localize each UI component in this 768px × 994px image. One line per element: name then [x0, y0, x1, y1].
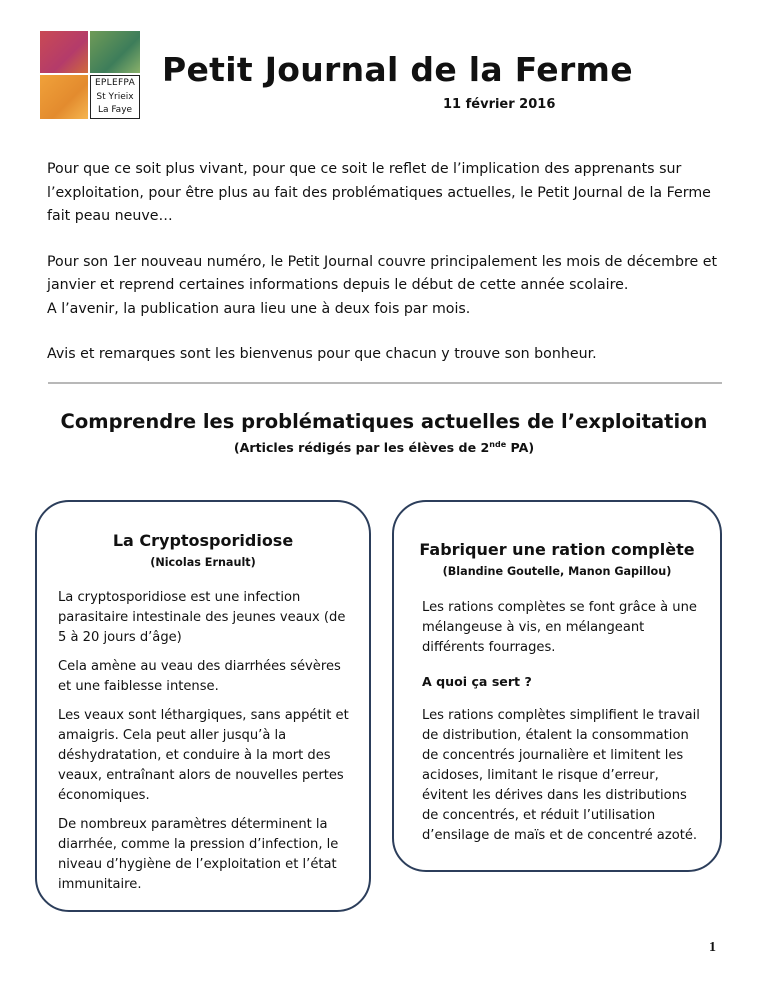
divider — [48, 382, 722, 384]
article-cryptosporidiose — [35, 500, 371, 912]
intro-paragraph-1: Pour que ce soit plus vivant, pour que ce soit le reflet de l’implication des apprenants sur l’exploitation, pour être plus au fait des problématiques actuelles, le Petit Journal de la Ferme fait peau neuve… — [47, 161, 711, 224]
section-subtitle-end: PA) — [506, 440, 535, 456]
school-logo — [40, 31, 140, 119]
article-paragraph: Les veaux sont léthargiques, sans appétit et amaigris. Cela peut aller jusqu’à la déshydratation, et conduire à la mort des veaux, entraînant alors de nouvelles pertes économiques. — [58, 708, 349, 803]
article-author: (Nicolas Ernault) — [150, 556, 256, 569]
article-body — [422, 598, 702, 855]
logo-tree-red — [40, 31, 88, 73]
intro-text — [47, 158, 727, 389]
section-subtitle — [0, 440, 768, 455]
article-paragraph: Les rations complètes simplifient le travail de distribution, étalent la consommation de concentrés journalière et limitent les acidoses, limitant le risque d’erreur, évitent les dérives dans les distributions de concentrés, et réduit l’utilisation d’ensilage de maïs et de concentré azoté. — [422, 708, 700, 843]
article-paragraph: De nombreux paramètres déterminent la diarrhée, comme la pression d’infection, le niveau d’hygiène de l’exploitation et l’état immunitaire. — [58, 817, 339, 892]
page-number: 1 — [709, 940, 716, 955]
logo-line-2: St Yrieix — [96, 92, 134, 102]
article-paragraph: La cryptosporidiose est une infection parasitaire intestinale des jeunes veaux (de 5 à 20 jours d’âge) — [58, 590, 346, 645]
page-title: Petit Journal de la Ferme — [162, 50, 633, 89]
issue-date: 11 février 2016 — [443, 97, 556, 112]
logo-line-3: La Faye — [97, 105, 133, 115]
section-title: Comprendre les problématiques actuelles de l’exploitation — [60, 410, 708, 433]
intro-paragraph-3: Avis et remarques sont les bienvenus pour que chacun y trouve son bonheur. — [47, 346, 597, 362]
logo-tree-green — [90, 31, 140, 73]
article-body — [58, 588, 354, 904]
intro-paragraph-2: Pour son 1er nouveau numéro, le Petit Journal couvre principalement les mois de décembre et janvier et reprend certaines informations depuis le début de cette année scolaire. A l’avenir, la publication aura lieu une à deux fois par mois. — [47, 253, 718, 317]
logo-tree-orange — [40, 75, 88, 119]
section-subtitle-sup: nde — [489, 440, 507, 449]
article-title: La Cryptosporidiose — [112, 531, 294, 550]
article-ration-complete — [392, 500, 722, 872]
section-subtitle-start: (Articles rédigés par les élèves de 2 — [233, 440, 490, 456]
article-subheading: A quoi ça sert ? — [422, 674, 532, 689]
article-paragraph: Cela amène au veau des diarrhées sévères et une faiblesse intense. — [58, 659, 341, 694]
article-paragraph: Les rations complètes se font grâce à une mélangeuse à vis, en mélangeant différents fourrages. — [422, 600, 697, 655]
article-title: Fabriquer une ration complète — [419, 540, 695, 559]
article-author: (Blandine Goutelle, Manon Gapillou) — [442, 565, 672, 578]
logo-line-1: EPLEFPA — [94, 78, 136, 88]
